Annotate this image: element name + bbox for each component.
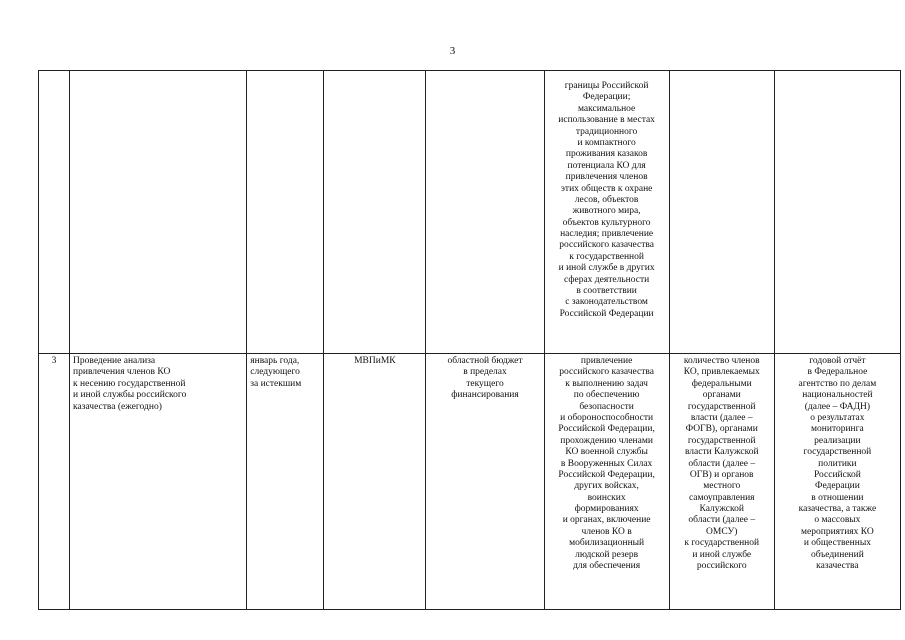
event-term: январь года, следующего за истекшим — [250, 356, 302, 389]
goal-text-continued: границы Российской Федерации; максимальное использование в местах традиционного и компактного проживания казаков потенциала КО для привлечения членов этих обществ к охране лесов, объектов животного мира, объектов культурного наследия; привлечение российского казачества к государственной и иной службе в других сферах деятельности в соответствии с законодательством Российской Федерации — [558, 81, 655, 319]
cell-number — [39, 71, 70, 354]
cell-document — [774, 71, 900, 354]
table-row-continued — [39, 71, 901, 354]
cell-executor — [324, 354, 426, 610]
cell-document — [774, 354, 900, 610]
event-executor: МВПиМК — [354, 356, 396, 366]
cell-executor — [324, 71, 426, 354]
event-name: Проведение анализа привлечения членов КО к несению государственной и иной службы российского казачества (ежегодно) — [73, 356, 187, 412]
cell-name — [70, 354, 247, 610]
cell-financing — [426, 354, 544, 610]
cell-indicator — [669, 71, 774, 354]
cell-number — [39, 354, 70, 610]
cell-financing — [426, 71, 544, 354]
event-goal: привлечение российского казачества к выполнению задач по обеспечению безопасности и обороноспособности Российской Федерации, прохождению членами КО военной службы в Вооруженных Силах Российской Федерации, других войсках, воинских формированиях и органах, включение членов КО в мобилизационный людской резерв для обеспечения — [558, 356, 655, 572]
cell-term — [247, 71, 324, 354]
cell-indicator — [669, 354, 774, 610]
cell-term — [247, 354, 324, 610]
row-number: 3 — [51, 356, 57, 366]
table-row-3 — [39, 354, 901, 610]
cell-name — [70, 71, 247, 354]
plan-table — [38, 70, 901, 610]
event-financing: областной бюджет в пределах текущего финансирования — [447, 356, 523, 401]
cell-goal — [544, 354, 669, 610]
page-number: 3 — [449, 45, 456, 57]
event-indicator: количество членов КО, привлекаемых федеральными органами государственной власти (далее – ФОГВ), органами государственной власти Калужской области (далее – ОГВ) и органов местного самоуправления Калужской области (далее – ОМСУ) к государственной и иной службе российского — [683, 356, 760, 572]
cell-goal — [544, 71, 669, 354]
event-document: годовой отчёт в Федеральное агентство по делам национальностей (далее – ФАДН) о результатах мониторинга реализации государственной политики Российской Федерации в отношении казачества, а также о массовых мероприятиях КО и общественных объединений казачества — [798, 356, 877, 572]
